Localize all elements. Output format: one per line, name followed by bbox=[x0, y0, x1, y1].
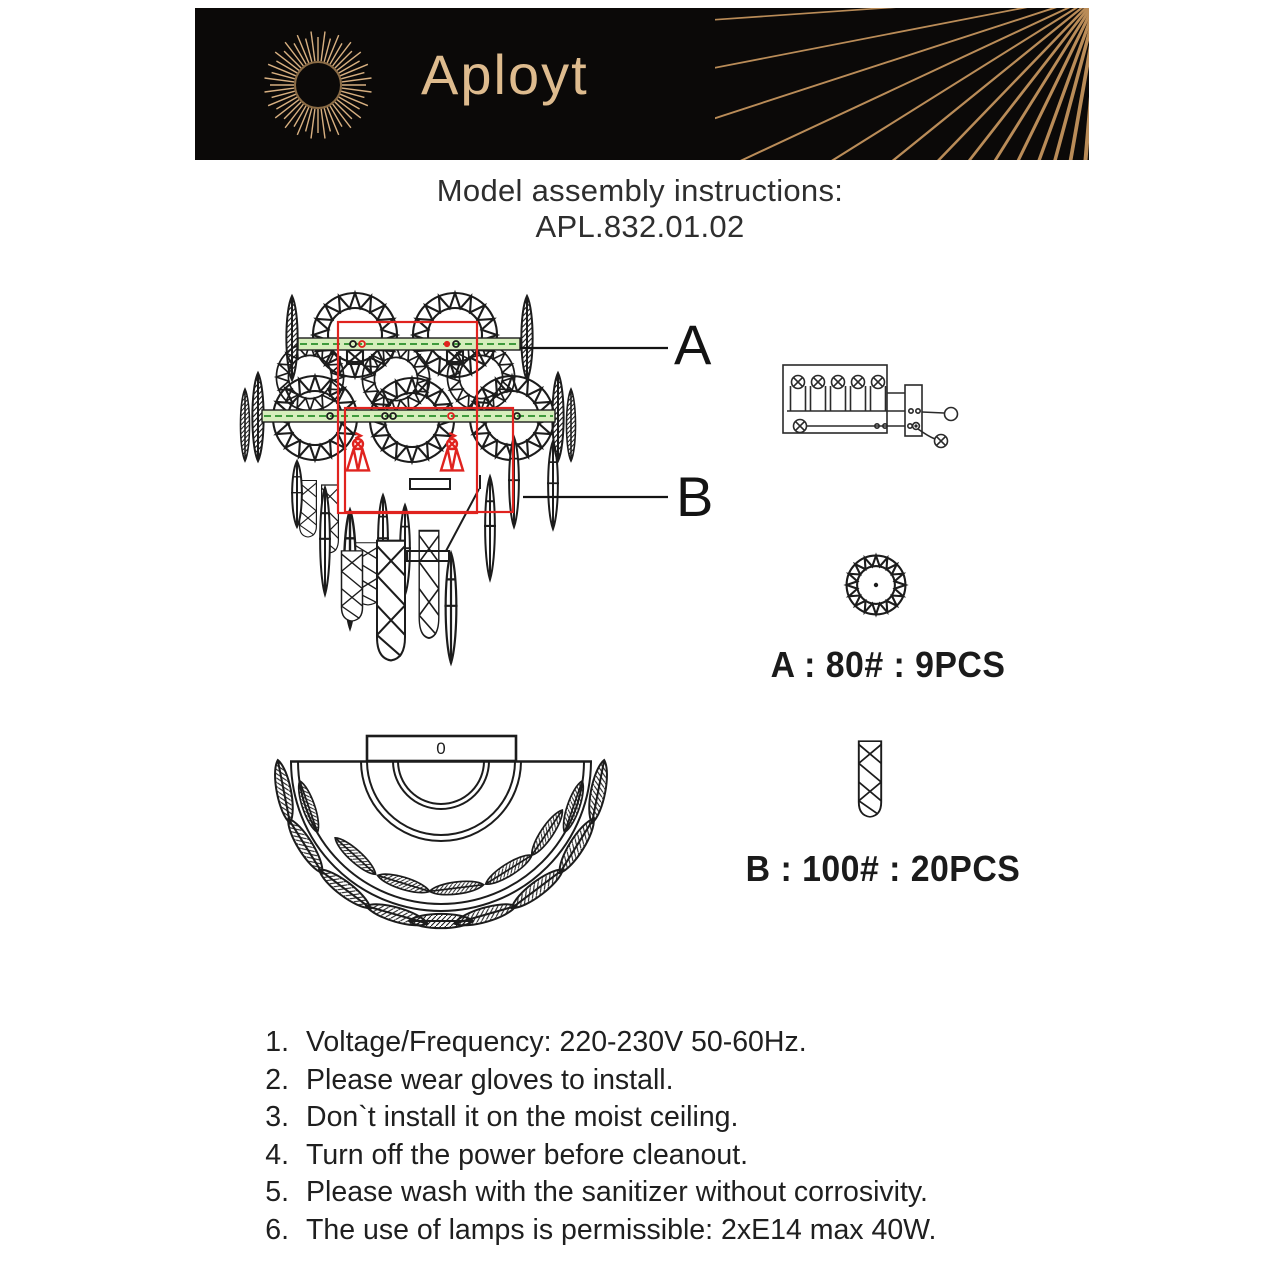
instruction-text: Turn off the power before cleanout. bbox=[306, 1138, 749, 1171]
instruction-text: Don`t install it on the moist ceiling. bbox=[306, 1101, 739, 1133]
part-a-spec: A : 80# : 9PCS bbox=[770, 644, 1006, 685]
part-a-crystal-icon bbox=[843, 552, 909, 618]
instruction-item bbox=[245, 1062, 1065, 1100]
brand-name: Aployt bbox=[421, 43, 589, 106]
instruction-text: The use of lamps is permissible: 2xE14 max 40W. bbox=[306, 1213, 937, 1246]
hanging-drops bbox=[291, 437, 559, 663]
instruction-item bbox=[245, 1099, 1065, 1137]
instruction-item bbox=[245, 1174, 1065, 1212]
instruction-number: 5. bbox=[265, 1176, 289, 1208]
chandelier-front-view-drawing bbox=[233, 283, 670, 683]
callout-label-a: A bbox=[674, 313, 712, 376]
brand-banner bbox=[195, 8, 1089, 160]
instruction-number: 4. bbox=[265, 1138, 289, 1171]
part-b-spec: B : 100# : 20PCS bbox=[745, 848, 1021, 889]
instruction-number: 3. bbox=[265, 1101, 289, 1133]
instruction-text: Please wear gloves to install. bbox=[306, 1063, 674, 1096]
instruction-item bbox=[245, 1137, 1065, 1175]
instruction-text: Voltage/Frequency: 220-230V 50-60Hz. bbox=[306, 1026, 807, 1058]
callout-label-b: B bbox=[676, 465, 714, 528]
page-title: Model assembly instructions: bbox=[436, 173, 844, 208]
instruction-text: Please wash with the sanitizer without corrosivity. bbox=[306, 1176, 928, 1208]
sunburst-logo-icon bbox=[255, 22, 381, 148]
wiring-diagram bbox=[775, 358, 965, 450]
instruction-number: 1. bbox=[265, 1026, 289, 1058]
instruction-number: 6. bbox=[265, 1213, 289, 1246]
rays-decoration-icon bbox=[715, 8, 1089, 160]
instruction-number: 2. bbox=[265, 1063, 289, 1096]
instructions-list bbox=[245, 1024, 1065, 1249]
instruction-item bbox=[245, 1212, 1065, 1250]
title-block bbox=[0, 173, 1280, 245]
crystal-discs bbox=[273, 293, 554, 462]
plate-hole-mark: 0 bbox=[436, 739, 446, 758]
model-number: APL.832.01.02 bbox=[535, 209, 745, 244]
chandelier-bottom-view-drawing bbox=[236, 722, 660, 957]
part-b-crystal-icon bbox=[853, 736, 887, 824]
instruction-item bbox=[245, 1024, 1065, 1062]
